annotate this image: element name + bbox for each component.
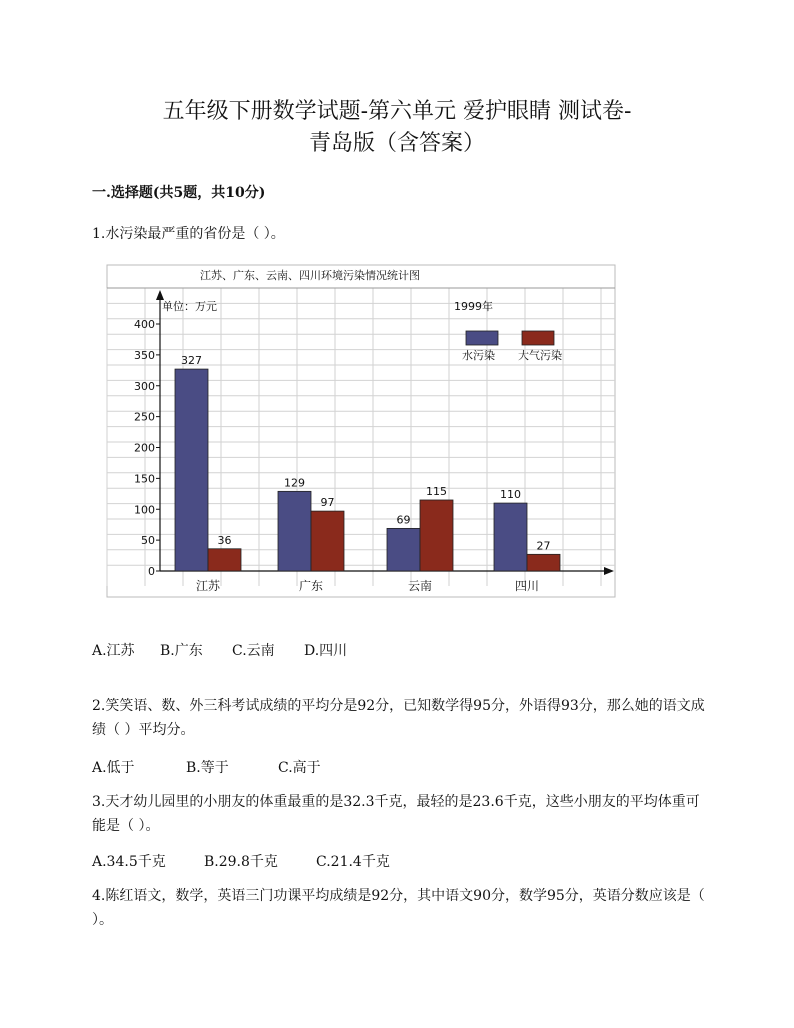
page-title-line-1: 五年级下册数学试题-第六单元 爱护眼睛 测试卷-: [162, 99, 632, 124]
question-1: 1.水污染最严重的省份是（ ）。: [92, 226, 285, 242]
bar: [278, 491, 311, 571]
bar: [420, 500, 453, 571]
legend-swatch: [466, 331, 498, 345]
y-tick-label: 400: [134, 318, 155, 331]
bar-value-label: 110: [500, 488, 521, 502]
bar-value-label: 115: [426, 484, 447, 498]
y-tick-label: 250: [134, 410, 155, 424]
y-tick-label: 0: [148, 565, 155, 578]
option-a[interactable]: A.34.5千克: [92, 854, 166, 870]
y-tick-label: 150: [134, 472, 155, 486]
bar-value-label: 327: [181, 354, 202, 368]
legend-label: 大气污染: [518, 349, 562, 362]
option-b[interactable]: B.等于: [186, 760, 229, 776]
x-tick-label: 四川: [514, 579, 540, 593]
y-tick-label: 50: [141, 534, 155, 548]
bar-value-label: 129: [284, 476, 305, 490]
x-tick-label: 广东: [298, 579, 324, 593]
bar-chart: [106, 264, 618, 600]
x-tick-label: 云南: [407, 579, 433, 593]
bar: [311, 511, 344, 571]
option-c[interactable]: C.高于: [278, 760, 321, 776]
section-heading: 一.选择题(共5题，共10分): [92, 185, 266, 201]
option-d[interactable]: D.四川: [304, 643, 348, 659]
y-tick-label: 100: [134, 503, 155, 517]
x-tick-label: 江苏: [195, 579, 221, 593]
option-b[interactable]: B.广东: [160, 643, 203, 659]
question-3-options: [92, 851, 390, 871]
question-4: 4.陈红语文，数学，英语三门功课平均成绩是92分，其中语文90分，数学95分，英语分数应该是（ ）。: [92, 888, 705, 928]
bar-value-label: 69: [396, 513, 411, 527]
option-a[interactable]: A.低于: [92, 760, 135, 776]
bar-value-label: 36: [217, 533, 232, 547]
bar: [527, 554, 560, 571]
bar-value-label: 97: [320, 496, 335, 510]
legend-label: 水污染: [462, 349, 495, 362]
question-2-options: [92, 757, 321, 777]
bar-value-label: 27: [536, 539, 551, 553]
option-c[interactable]: C.21.4千克: [316, 854, 390, 870]
question-1-options: [92, 640, 347, 660]
bar: [494, 503, 527, 571]
chart-unit-label: 单位：万元: [162, 300, 217, 313]
question-3: 3.天才幼儿园里的小朋友的体重最重的是32.3千克，最轻的是23.6千克，这些小朋友的平均体重可能是（ ）。: [92, 794, 700, 834]
option-c[interactable]: C.云南: [232, 643, 275, 659]
page-title-line-2: 青岛版（含答案）: [308, 131, 485, 156]
bar: [175, 369, 208, 571]
chart-title: 江苏、广东、云南、四川环境污染情况统计图: [200, 269, 420, 282]
legend-swatch: [522, 331, 554, 345]
option-b[interactable]: B.29.8千克: [204, 854, 278, 870]
bar: [208, 549, 241, 571]
y-tick-label: 300: [134, 379, 155, 393]
question-2: 2.笑笑语、数、外三科考试成绩的平均分是92分，已知数学得95分，外语得93分，那么她的语文成绩（ ）平均分。: [92, 698, 705, 738]
y-tick-label: 350: [134, 348, 155, 362]
option-a[interactable]: A.江苏: [92, 643, 135, 659]
bar: [387, 528, 420, 571]
chart-year-label: 1999年: [454, 300, 493, 313]
y-tick-label: 200: [134, 441, 155, 455]
